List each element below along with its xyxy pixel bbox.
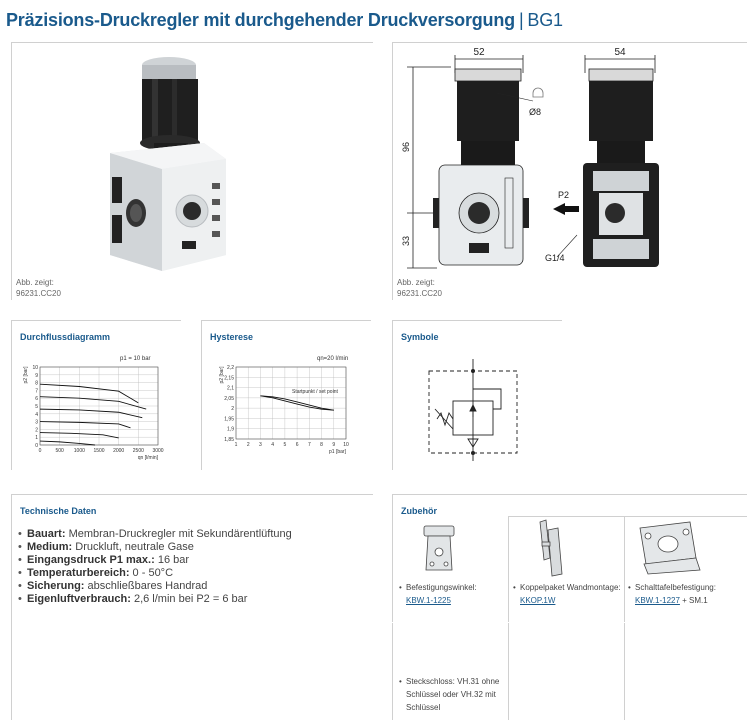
dim-diameter: Ø8: [529, 107, 542, 117]
hyst-xlabel: p1 [bar]: [329, 449, 346, 455]
accessory-lock-line2: Schlüssel oder VH.32 mit: [406, 690, 496, 699]
drawing-caption: [397, 277, 442, 299]
dim-height-lower: 33: [401, 235, 411, 247]
flow-y-tick: 0: [35, 443, 38, 449]
tech-item-medium: • Medium: Druckluft, neutrale Gase: [18, 541, 292, 554]
tech-item-lock: • Sicherung: abschließbares Handrad: [18, 580, 292, 593]
flow-y-tick: 3: [35, 419, 38, 426]
flow-y-tick: 9: [35, 372, 38, 379]
hyst-x-tick: 1: [234, 442, 238, 448]
accessory-bracket: • Befestigungswinkel: KBW.1-1225: [399, 583, 477, 605]
flow-x-tick: 2000: [113, 448, 125, 454]
hysteresis-title: Hysterese: [210, 332, 254, 342]
panel-mount-image: [630, 518, 710, 578]
hyst-x-tick: 7: [307, 442, 311, 448]
flow-ylabel: p2 [bar]: [23, 366, 29, 384]
hyst-x-tick: 3: [259, 442, 262, 448]
dim-width-front: 52: [473, 47, 485, 58]
hyst-ylabel: p2 [bar]: [219, 366, 225, 384]
hyst-x-tick: 5: [283, 442, 287, 448]
hyst-x-tick: 6: [295, 442, 299, 448]
dimension-drawing-panel: [392, 42, 747, 300]
mounting-bracket-image: [414, 520, 474, 580]
tech-item-consumption: • Eigenluftverbrauch: 2,6 l/min bei P2 = 6 bar: [18, 593, 292, 606]
technical-data-title: Technische Daten: [20, 506, 97, 516]
flow-x-tick: 0: [38, 448, 42, 454]
flow-x-tick: 3000: [152, 448, 164, 454]
photo-caption-line2: 96231.CC20: [16, 289, 61, 298]
hyst-y-tick: 2,2: [227, 365, 234, 371]
page-title: [6, 10, 563, 31]
title-separator: |: [518, 10, 524, 30]
accessory-panel-mount-label: Schalttafelbefestigung:: [635, 583, 716, 592]
accessory-lock-line3: Schlüssel: [406, 703, 441, 712]
hyst-y-tick: 2,1: [227, 385, 234, 392]
flow-x-tick: 500: [55, 448, 64, 454]
flow-chart: [12, 361, 182, 471]
product-photo: [12, 43, 374, 301]
accessory-wall-kit: • Koppelpaket Wandmontage: KKOP.1W: [513, 583, 621, 605]
divider: [392, 622, 747, 623]
accessory-bracket-link[interactable]: KBW.1-1225: [406, 596, 451, 605]
hyst-y-tick: 2,05: [224, 395, 234, 402]
flow-diagram-title: Durchflussdiagramm: [20, 332, 111, 342]
photo-caption-line1: Abb. zeigt:: [16, 278, 54, 287]
dim-height-upper: 96: [401, 141, 411, 153]
flow-xlabel: qn [l/min]: [137, 455, 158, 461]
flow-y-tick: 5: [35, 404, 38, 410]
symbol-panel: [392, 320, 562, 470]
flow-y-tick: 2: [35, 427, 38, 434]
hyst-y-tick: 1,9: [227, 426, 234, 433]
flow-y-tick: 4: [35, 411, 38, 418]
product-photo-panel: [11, 42, 373, 300]
dim-width-side: 54: [614, 47, 626, 58]
hyst-x-tick: 2: [246, 442, 250, 448]
flow-y-tick: 7: [35, 388, 38, 395]
accessory-lock-line1: VH.31 ohne: [454, 677, 500, 686]
accessory-wall-kit-label: Koppelpaket Wandmontage:: [520, 583, 621, 592]
flow-diagram-condition: p1 = 10 bar: [120, 356, 151, 362]
dimension-drawing: [393, 43, 747, 301]
product-code: BG1: [527, 10, 563, 30]
flow-series-2: [40, 409, 142, 418]
hysteresis-panel: [201, 320, 371, 470]
flow-y-tick: 8: [35, 380, 38, 387]
hyst-x-tick: 10: [343, 442, 349, 448]
flow-x-tick: 2500: [132, 448, 144, 454]
photo-caption: [16, 277, 61, 299]
flow-y-tick: 1: [35, 435, 38, 442]
accessory-panel-mount: • Schalttafelbefestigung: KBW.1-1227 + SM.1: [628, 583, 716, 605]
hysteresis-chart: [202, 361, 372, 471]
flow-series-0: [40, 384, 138, 403]
title-text: Präzisions-Druckregler mit durchgehender Druckversorgung: [6, 10, 515, 30]
accessory-lock: • Steckschloss: VH.31 ohne Schlüssel oder VH.32 mit Schlüssel: [399, 677, 500, 712]
hyst-y-tick: 2,15: [224, 375, 234, 382]
hyst-y-tick: 1,95: [224, 416, 234, 423]
tech-item-design: • Bauart: Membran-Druckregler mit Sekundärentlüftung: [18, 528, 292, 541]
flow-y-tick: 6: [35, 396, 38, 403]
hyst-x-tick: 8: [320, 442, 323, 448]
port-p2-label: P2: [558, 190, 570, 200]
pneumatic-symbol: [393, 349, 563, 469]
flow-diagram-panel: [11, 320, 181, 470]
hyst-frame: [236, 367, 346, 439]
flow-x-tick: 1500: [93, 448, 105, 454]
hyst-annotation: Startpunkt / set point: [292, 389, 338, 395]
accessory-lock-label: Steckschloss:: [406, 677, 455, 686]
wall-mount-kit-image: [522, 518, 582, 578]
tech-item-temperature: • Temperaturbereich: 0 - 50°C: [18, 567, 292, 580]
hyst-x-tick: 4: [271, 442, 275, 448]
hyst-y-tick: 2: [231, 406, 234, 413]
hyst-x-tick: 9: [332, 442, 336, 448]
flow-series-3: [40, 422, 130, 428]
flow-x-tick: 1000: [73, 448, 85, 454]
accessory-bracket-label: Befestigungswinkel:: [406, 583, 477, 592]
accessory-panel-mount-link[interactable]: KBW.1-1227: [635, 596, 680, 605]
technical-data-list: [18, 528, 292, 606]
thread-label: G1/4: [545, 253, 565, 263]
hysteresis-condition: qn=20 l/min: [317, 356, 349, 362]
accessory-wall-kit-link[interactable]: KKOP.1W: [520, 596, 556, 605]
drawing-caption-line1: Abb. zeigt:: [397, 278, 435, 287]
hyst-y-tick: 1,85: [224, 437, 234, 443]
tech-item-input-pressure: • Eingangsdruck P1 max.: 16 bar: [18, 554, 292, 567]
symbol-title: Symbole: [401, 332, 439, 342]
flow-series-5: [40, 441, 95, 445]
flow-y-tick: 10: [32, 365, 38, 371]
drawing-caption-line2: 96231.CC20: [397, 289, 442, 298]
accessories-title: Zubehör: [401, 506, 437, 516]
accessory-panel-mount-extra: + SM.1: [679, 596, 708, 605]
